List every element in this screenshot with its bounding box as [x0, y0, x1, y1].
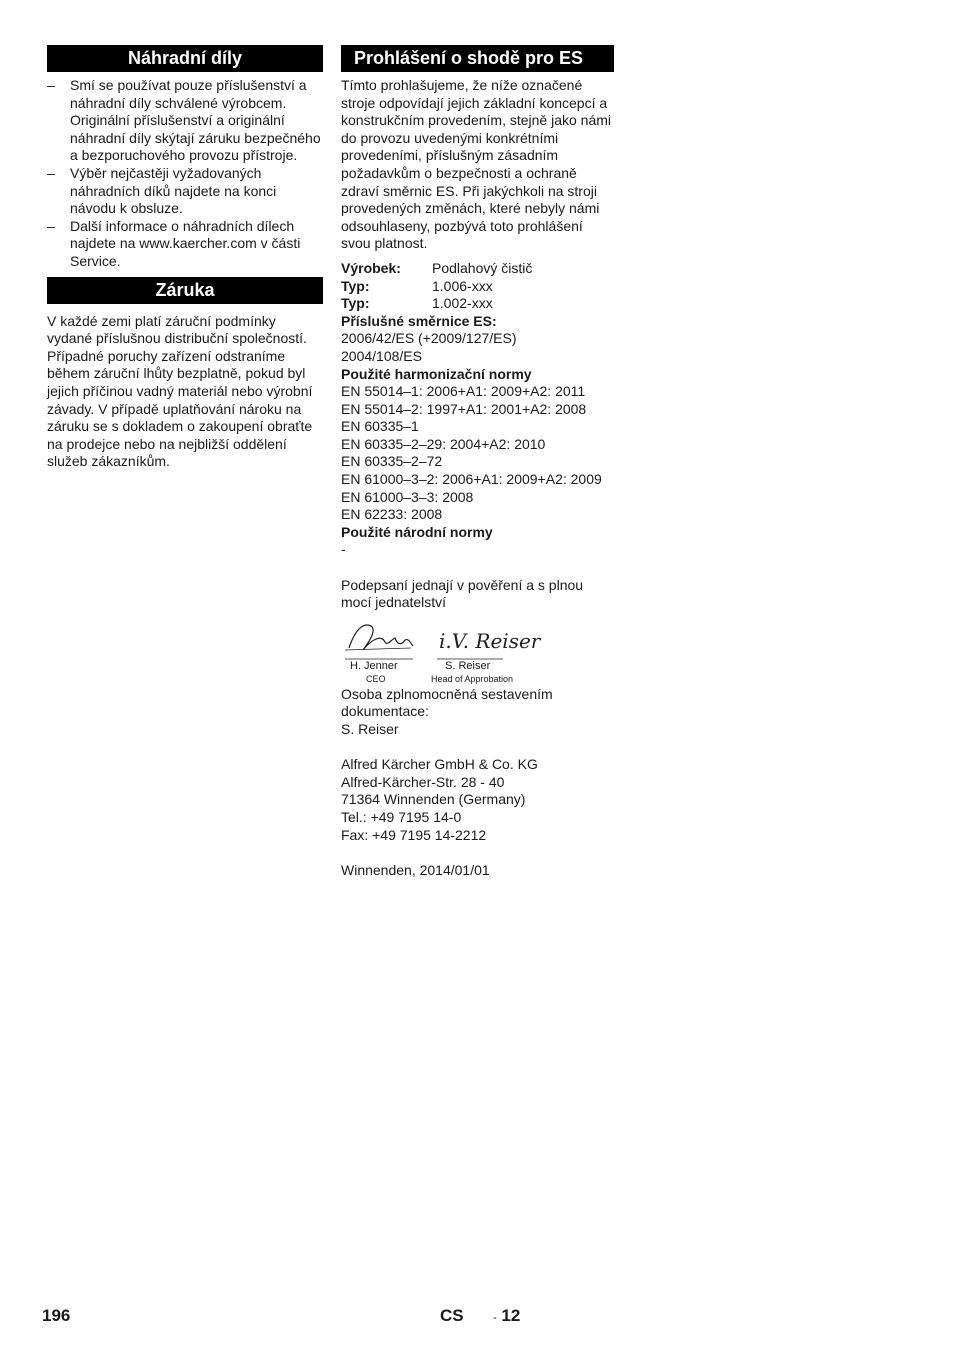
standard-item: EN 60335–2–29: 2004+A2: 2010 — [341, 435, 546, 452]
spare-parts-heading: Náhradní díly — [47, 45, 323, 72]
language-code: CS — [440, 1306, 464, 1325]
standard-item: EN 61000–3–3: 2008 — [341, 488, 474, 505]
address-block — [341, 756, 614, 844]
harmonized-label: Použité harmonizační normy — [341, 365, 532, 382]
type-label: Typ: — [341, 295, 370, 312]
standard-item: EN 60335–2–72 — [341, 453, 443, 470]
standard-item: EN 55014–1: 2006+A1: 2009+A2: 2011 — [341, 383, 586, 400]
signatory-title: CEO — [366, 673, 386, 684]
list-item-text: Smí se používat pouze příslušenství a náhradní díly schválené výrobcem. Originální příslušenství a originální náhradní díly skýtají záruku bezpečného a bezporuchového provozu přístroje. — [70, 77, 321, 164]
page-number: 196 — [42, 1306, 71, 1325]
signatory-title: Head of Approbation — [431, 673, 514, 684]
product-label: Výrobek: — [341, 259, 401, 276]
signatures-image — [341, 620, 541, 660]
address-line: Tel.: +49 7195 14-0 — [341, 808, 462, 825]
type-value: 1.006-xxx — [432, 277, 493, 294]
signed-text: Podepsaní jednají v pověření a s plnou mocí jednatelství — [341, 576, 584, 611]
product-row — [341, 260, 614, 278]
declaration-intro: Tímto prohlašujeme, že níže označené stroje odpovídají jejich základní koncepcí a konstrukčním provedením, stejně jako námi do provozu uvedenými konkrétními provedeními, příslušným zásadním požadavkům o bezpečnosti a ochraně zdraví směrnic ES. Při jakýchkoli na stroji provedených změnách, které nebyly námi odsouhlaseny, pozbývá toto prohlášení svou platnost. — [341, 77, 612, 252]
separator: - — [493, 1312, 497, 1324]
product-value: Podlahový čistič — [432, 259, 533, 276]
directive-item: 2004/108/ES — [341, 347, 422, 364]
address-line: 71364 Winnenden (Germany) — [341, 791, 526, 808]
signature-text: i.V. Reiser — [439, 628, 541, 653]
list-item-text: Další informace o náhradních dílech najdete na www.kaercher.com v části Service. — [70, 217, 301, 269]
place-date: Winnenden, 2014/01/01 — [341, 861, 490, 878]
standard-item: EN 62233: 2008 — [341, 506, 443, 523]
list-item — [47, 218, 323, 271]
dash-marker: – — [47, 77, 55, 93]
type-label: Typ: — [341, 277, 370, 294]
type-row — [341, 295, 614, 313]
directives-label: Příslušné směrnice ES: — [341, 312, 497, 329]
ec-declaration-heading: Prohlášení o shodě pro ES — [341, 45, 614, 72]
signatory-name: S. Reiser — [445, 659, 491, 672]
spec-block — [341, 260, 614, 559]
section-page-number — [493, 1307, 520, 1328]
warranty-text: V každé zemi platí záruční podmínky vydané příslušnou distribuční společností. Případné poruchy zařízení odstraníme během záruční lhůty bezplatně, pokud byl jejich příčinou vadný materiál nebo výrobní závady. V případě uplatňování nároku na záruku se s dokladem o zakoupení obraťte na prodejce nebo na nejbližší oddělení služeb zákazníkům. — [47, 312, 313, 470]
national-value: - — [341, 541, 346, 558]
standard-item: EN 61000–3–2: 2006+A1: 2009+A2: 2009 — [341, 471, 602, 488]
directive-item: 2006/42/ES (+2009/127/ES) — [341, 330, 517, 347]
dash-marker: – — [47, 164, 55, 181]
dash-marker: – — [47, 217, 55, 234]
address-line: Alfred Kärcher GmbH & Co. KG — [341, 756, 538, 773]
left-column — [47, 45, 323, 471]
signature-block — [341, 620, 614, 682]
standard-item: EN 60335–1 — [341, 418, 419, 435]
standard-item: EN 55014–2: 1997+A1: 2001+A2: 2008 — [341, 400, 587, 417]
list-item-text: Výběr nejčastěji vyžadovaných náhradních díků najdete na konci návodu k obsluze. — [70, 164, 277, 217]
spare-parts-list — [47, 77, 323, 271]
warranty-heading: Záruka — [47, 277, 323, 304]
type-row — [341, 278, 614, 296]
type-value: 1.002-xxx — [432, 295, 493, 312]
doc-person: S. Reiser — [341, 721, 399, 737]
right-column — [341, 45, 614, 879]
section-page-value: 12 — [501, 1306, 521, 1325]
list-item — [47, 77, 323, 165]
doc-person-label: Osoba zplnomocněná sestavením dokumentace: — [341, 685, 553, 720]
national-label: Použité národní normy — [341, 523, 493, 540]
address-line: Alfred-Kärcher-Str. 28 - 40 — [341, 773, 505, 790]
list-item — [47, 165, 323, 218]
address-line: Fax: +49 7195 14-2212 — [341, 826, 487, 843]
signatory-name: H. Jenner — [350, 659, 398, 672]
